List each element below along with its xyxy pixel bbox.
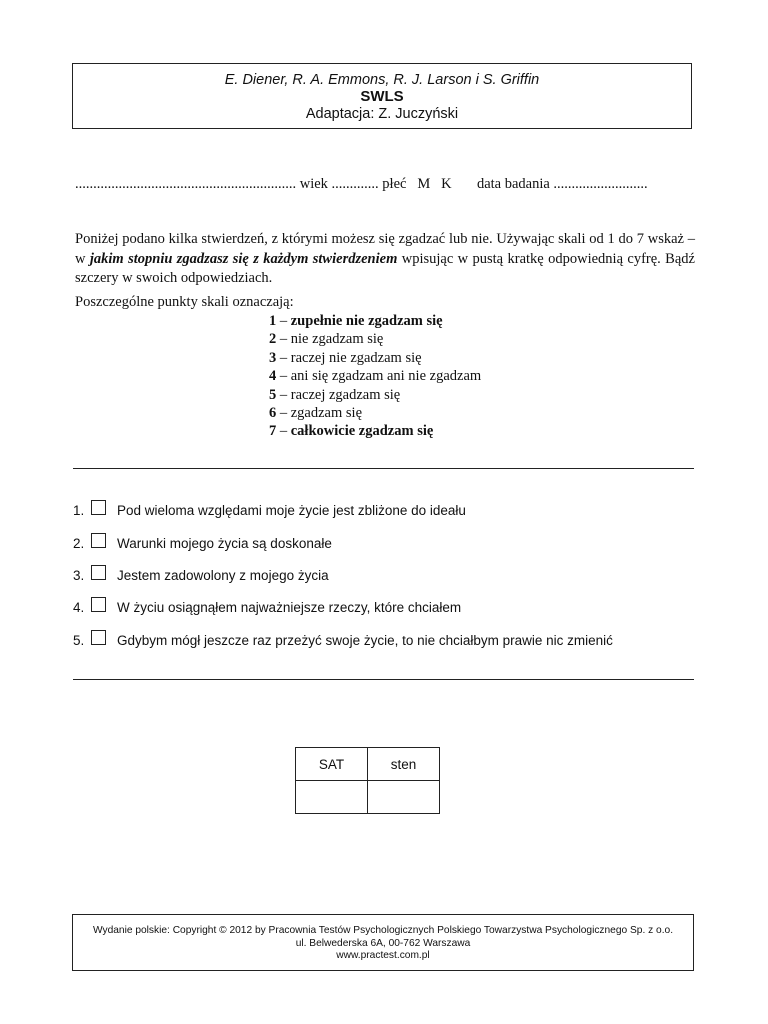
divider-bottom [73,679,694,680]
instructions-emphasis: jakim stopniu zgadzasz się z każdym stwierdzeniem [89,250,398,267]
scale-item: 4 – ani się zgadzam ani nie zgadzam [269,368,482,385]
question-item [73,500,466,520]
scale-legend [269,312,481,441]
footer-box [72,914,694,971]
question-text: Pod wieloma względami moje życie jest zbliżone do ideału [117,502,466,518]
answer-box[interactable] [91,630,106,645]
answer-box[interactable] [91,597,106,612]
sat-score-cell[interactable] [296,781,368,814]
question-item [73,630,613,650]
scale-intro: Poszczególne punkty skali oznaczają: [75,294,294,310]
divider-top [73,468,694,469]
scale-item: 1 – zupełnie nie zgadzam się [269,313,443,329]
authors: E. Diener, R. A. Emmons, R. J. Larson i S. Griffin [224,72,540,88]
scale-item: 3 – raczej nie zgadzam się [269,349,422,366]
question-text: Jestem zadowolony z mojego życia [117,567,329,583]
answer-box[interactable] [91,533,106,548]
question-text: W życiu osiągnąłem najważniejsze rzeczy, które chciałem [117,599,462,615]
answer-box[interactable] [91,500,106,515]
question-item [73,565,329,585]
scale-item: 7 – całkowicie zgadzam się [269,423,434,440]
score-table [295,747,440,814]
question-number: 4. [73,599,85,615]
scale-item: 5 – raczej zgadzam się [269,386,401,403]
sten-score-cell[interactable] [368,781,440,814]
address-line: ul. Belwederska 6A, 00-762 Warszawa [295,937,471,949]
sten-header: sten [368,748,440,781]
instructions-part2: wpisując w pustą kratkę odpowiednią cyfrę. Bądź szczery w swoich odpowiedziach. [75,250,695,286]
instructions-part1: Poniżej podano kilka stwierdzeń, z którymi możesz się zgadzać lub nie. Używając skali od 1 do 7 wskaż – w [75,231,695,267]
website-line: www.practest.com.pl [336,950,430,961]
question-number: 1. [73,502,85,518]
respondent-info-line[interactable]: ............................................................. wiek ............. płeć M K data badania .......................... [75,176,648,192]
page-title: SWLS [360,88,404,105]
question-text: Warunki mojego życia są doskonałe [117,535,332,551]
adaptation-credit: Adaptacja: Z. Juczyński [305,106,459,122]
question-number: 3. [73,567,85,583]
instructions [75,230,695,289]
copyright-line: Wydanie polskie: Copyright © 2012 by Pracownia Testów Psychologicznych Polskiego Towarzystwa Psychologicznego Sp. z o.o. [92,925,674,936]
answer-box[interactable] [91,565,106,580]
question-number: 5. [73,632,85,648]
question-number: 2. [73,535,85,551]
question-item [73,533,332,553]
scale-item: 2 – nie zgadzam się [269,331,384,348]
question-item [73,597,461,617]
header-box [72,63,692,129]
sat-header: SAT [296,748,368,781]
scale-item: 6 – zgadzam się [269,405,363,422]
question-text: Gdybym mógł jeszcze raz przeżyć swoje życie, to nie chciałbym prawie nic zmienić [117,632,613,648]
